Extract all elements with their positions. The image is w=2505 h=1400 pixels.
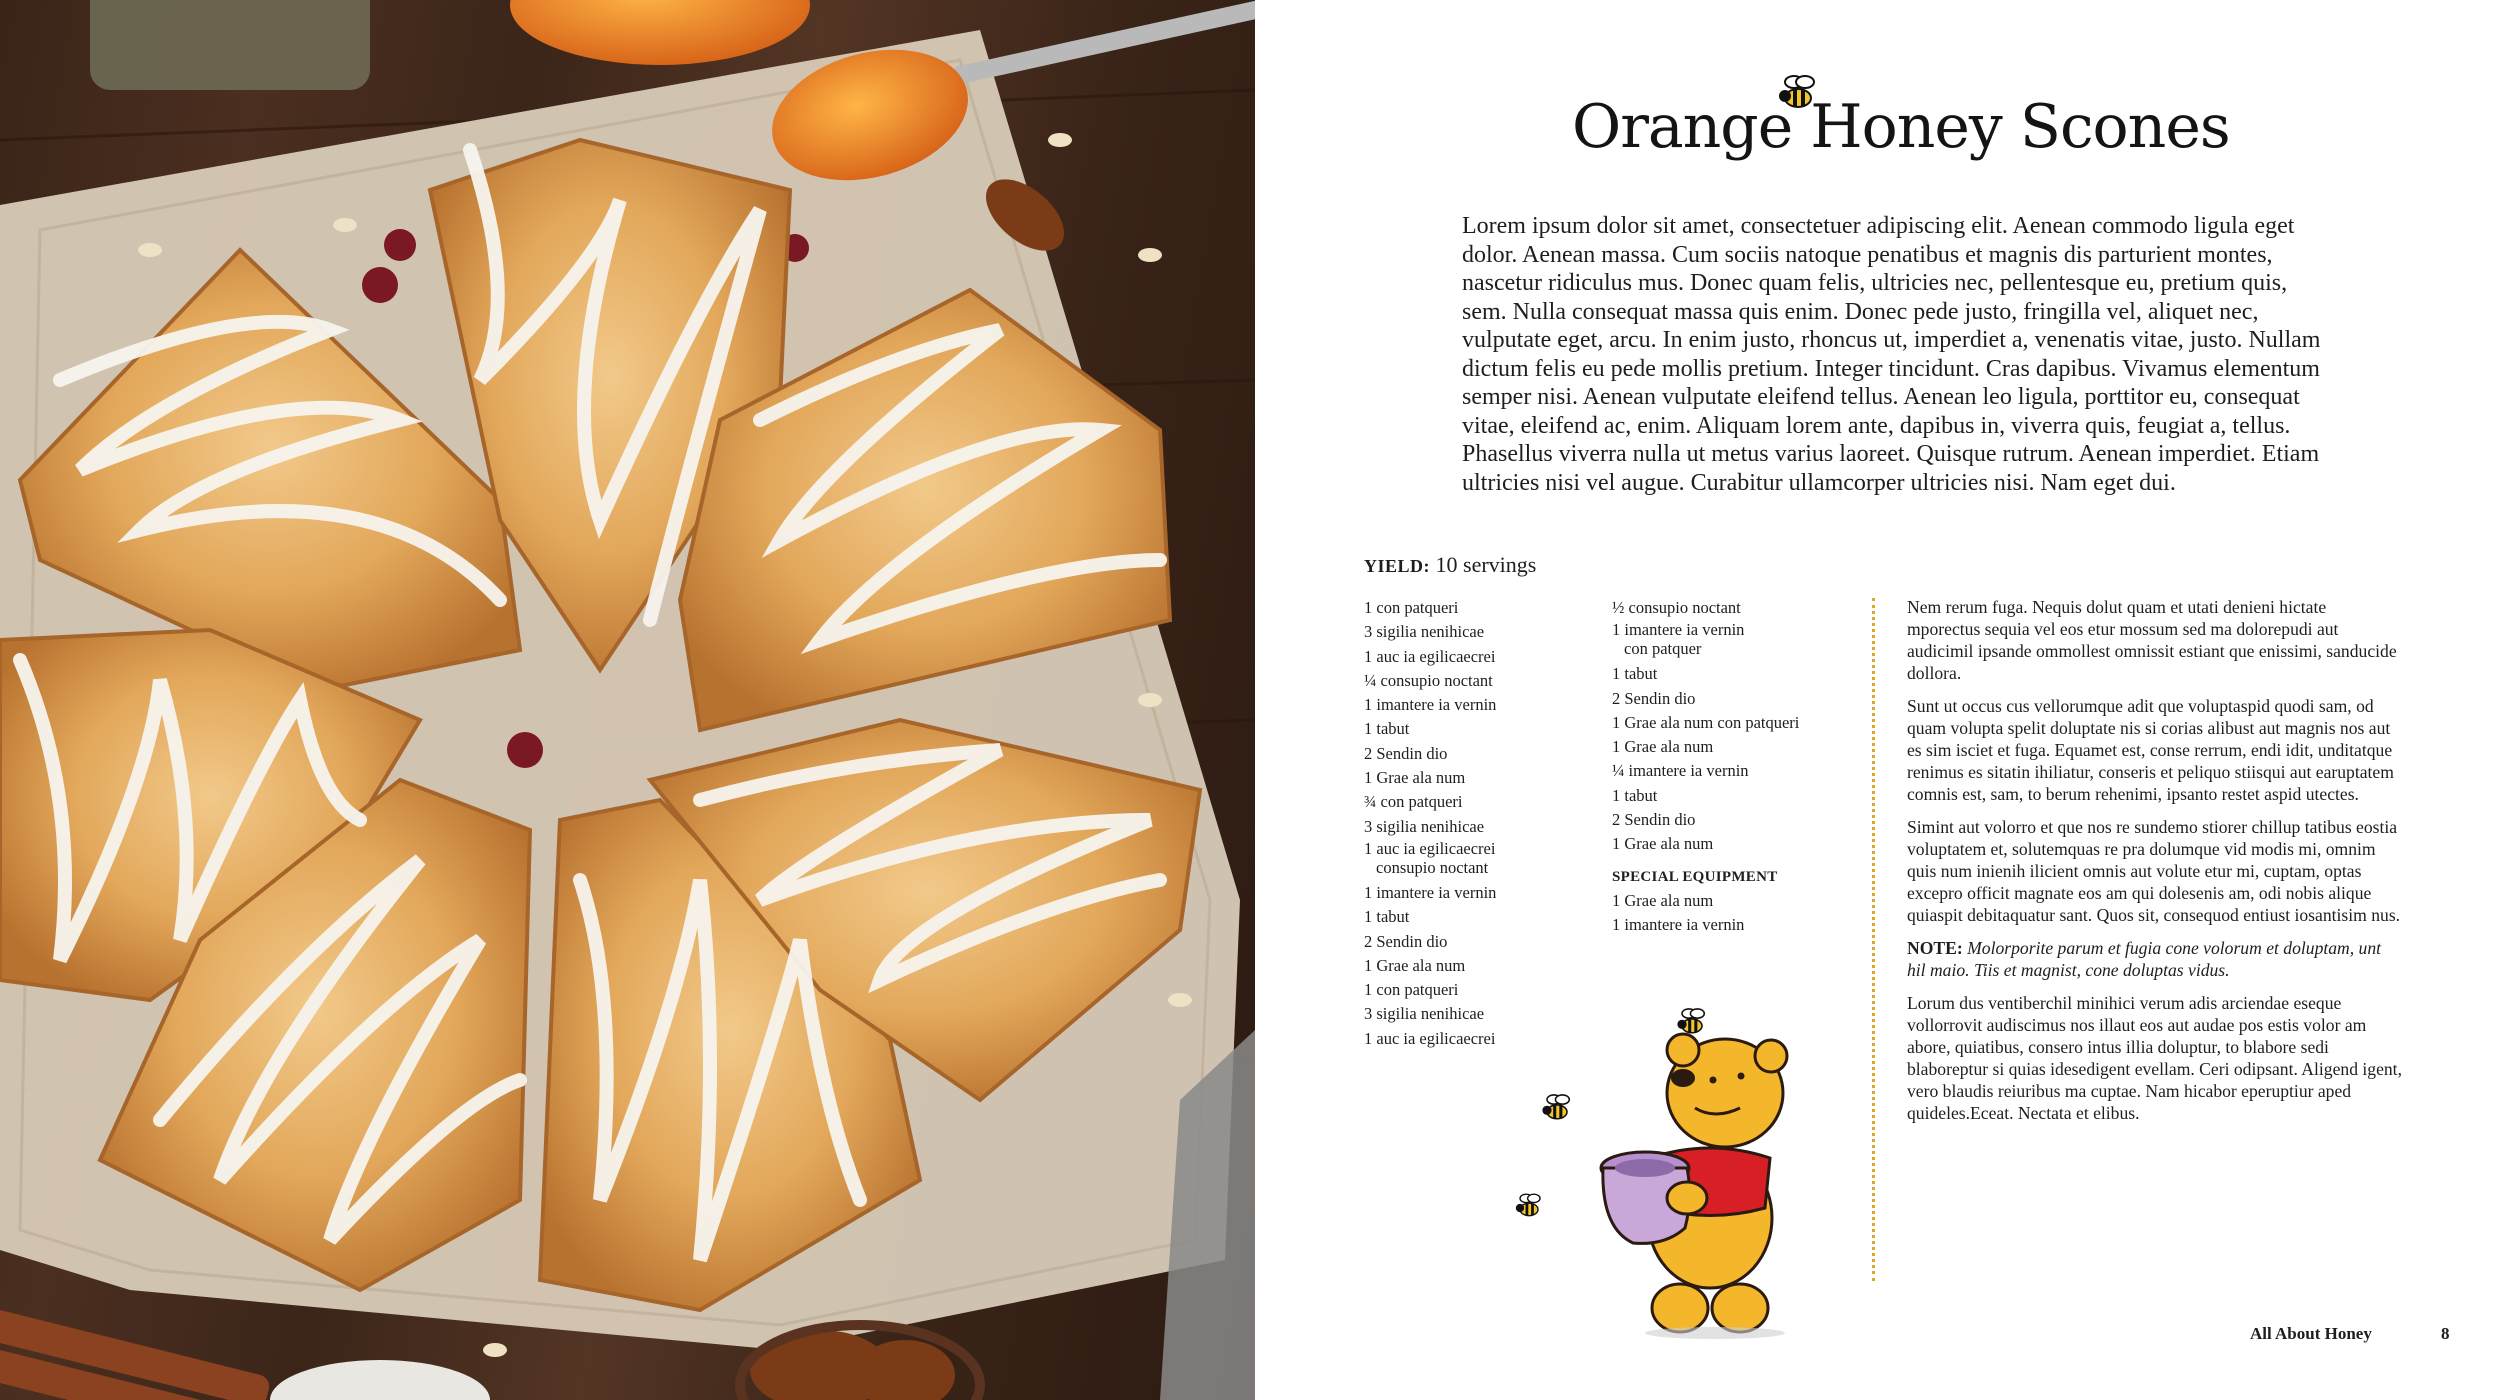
pooh-illustration	[1575, 1008, 1835, 1348]
recipe-page	[1255, 0, 2505, 1400]
equipment-item: 1 Grae ala num	[1612, 890, 1714, 910]
special-equipment-heading: SPECIAL EQUIPMENT	[1612, 868, 1778, 885]
recipe-intro: Lorem ipsum dolor sit amet, consectetuer adipiscing elit. Aenean commodo ligula eget dolor. Aenean massa. Cum sociis natoque penatibus et magnis dis parturient montes, nascetur ridiculus mus. Donec quam felis, ultricies nec, pellentesque eu, pretium quis, sem. Nulla consequat massa quis enim. Donec pede justo, fringilla vel, aliquet nec, vulputate eget, arcu. In enim justo, rhoncus ut, imperdiet a, venenatis vitae, justo. Nullam dictum felis eu pede mollis pretium. Integer tincidunt. Cras dapibus. Vivamus elementum semper nisi. Aenean vulputate eleifend tellus. Aenean leo ligula, porttitor eu, consequat vitae, eleifend ac, enim. Aliquam lorem ante, dapibus in, viverra quis, feugiat a, tellus. Phasellus viverra nulla ut metus varius laoreet. Quisque rutrum. Aenean imperdiet. Etiam ultricies nisi vel augue. Curabitur ullamcorper ultricies nisi. Nam eget dui.	[1462, 213, 2321, 496]
ingredient-item-line: 1 auc ia egilicaecrei	[1364, 838, 1496, 858]
ingredient-item: 2 Sendin dio	[1612, 810, 1696, 830]
ingredient-item: 1 tabut	[1364, 719, 1410, 739]
ingredient-item: 1 auc ia egilicaecrei	[1364, 646, 1496, 666]
ingredient-item-continuation: consupio noctant	[1376, 857, 1489, 877]
method-paragraph: Simint aut volorro et que nos re sundemo stiorer chillup tatibus eostia voluptatem et, solutemquas re pra dolumque vid modis mi, omnim quis num inienih ilicient omnis aut volute etur mi, cuptam, optas excepro officit magnate eos am qui dolesenis am, odi nobis alique quiaspit debitaquatur sant. Quos sit, consequod entiust iosantisim nus.	[1907, 817, 2401, 925]
ingredient-item: 3 sigilia nenihicae	[1364, 816, 1485, 836]
ingredient-item: 1 auc ia egilicaecrei	[1364, 1028, 1496, 1048]
ingredient-item: ¼ imantere ia vernin	[1612, 761, 1749, 781]
ingredient-item: 2 Sendin dio	[1612, 688, 1696, 708]
ingredient-item: 2 Sendin dio	[1364, 931, 1448, 951]
ingredient-item: 1 Grae ala num con patqueri	[1612, 712, 1800, 732]
method-paragraph: Lorum dus ventiberchil minihici verum adis arciendae eseque vollorrovit audiscimus nos illaut eos aut audae pos estis volor am abore, quiatibus, consero intus illia doluptur, to blabore sedi blaboreptur si quias idesedigent evellam. Ceri odipsant. Aligend igent, vero blaudis reiuribus ma cuptae. Nam hicabor eperuptiur aped quideles.Eceat. Nectata et elibus.	[1907, 993, 2402, 1123]
ingredient-item: ¼ consupio noctant	[1364, 670, 1493, 690]
page-number: 8	[2441, 1324, 2450, 1343]
equipment-item: 1 imantere ia vernin	[1612, 915, 1745, 935]
ingredient-item: 3 sigilia nenihicae	[1364, 1004, 1485, 1024]
ingredient-item	[1364, 839, 1599, 881]
bee-icon	[1537, 1090, 1577, 1126]
ingredient-item: 1 Grae ala num	[1364, 955, 1466, 975]
bee-icon	[1511, 1190, 1547, 1222]
yield-line	[1364, 552, 1536, 578]
note-paragraph	[1907, 937, 2402, 981]
honey-bowl	[510, 0, 810, 65]
note-label: NOTE:	[1907, 938, 1963, 958]
method-text	[1907, 596, 2402, 1135]
ingredient-item: 1 imantere ia vernin	[1364, 882, 1497, 902]
ingredient-item: 1 imantere ia vernin	[1364, 695, 1497, 715]
ingredient-item-continuation: con patquer	[1624, 639, 1702, 659]
note-text: Molorporite parum et fugia cone volorum et doluptam, unt hil maio. Tiis et magnist, cone doluptas vidus.	[1907, 938, 2382, 980]
ingredient-item: 1 con patqueri	[1364, 598, 1459, 617]
footer-book-title: All About Honey	[2250, 1324, 2372, 1343]
ingredient-item: 1 Grae ala num	[1612, 834, 1714, 854]
cinnamon-sticks	[0, 1305, 272, 1400]
method-paragraph: Sunt ut occus cus vellorumque adit que voluptaspid quodi sam, od quam volupta spelit doluptate nis si corias alibust aut magnis nos aut es sim isciet et fuga. Equamet est, conse rerrum, endi idit, unditatque renimus es sitatin ihiliatur, conseris et peliquo stiisqui aut earuptatem comnis est, sam, to berum rehenimi, ipsanto restet aspid utectes.	[1907, 696, 2394, 804]
ingredient-item: 1 tabut	[1612, 664, 1658, 684]
dotted-divider	[1872, 598, 1875, 1281]
ingredient-item	[1612, 620, 1852, 662]
ingredients-column-1	[1364, 596, 1599, 1051]
yield-value: 10 servings	[1435, 552, 1537, 577]
ingredient-item: ¾ con patqueri	[1364, 792, 1463, 812]
ingredient-item: 1 con patqueri	[1364, 980, 1459, 1000]
recipe-title: Orange Honey Scones	[1572, 92, 2230, 162]
yield-label: YIELD:	[1364, 556, 1431, 576]
ingredient-item: 2 Sendin dio	[1364, 743, 1448, 763]
ingredients-column-2	[1612, 596, 1852, 938]
jar	[90, 0, 370, 90]
ingredient-item: ½ consupio noctant	[1612, 598, 1741, 617]
ingredient-item-line: 1 imantere ia vernin	[1612, 620, 1745, 640]
ingredient-item: 1 tabut	[1364, 907, 1410, 927]
ingredient-item: 1 tabut	[1612, 785, 1658, 805]
ingredient-item: 3 sigilia nenihicae	[1364, 622, 1485, 642]
ingredient-item: 1 Grae ala num	[1364, 768, 1466, 788]
ingredient-item: 1 Grae ala num	[1612, 737, 1714, 757]
method-paragraph: Nem rerum fuga. Nequis dolut quam et utati denieni hictate mporectus sequia vel eos etur mossum sed ma dolorepudi aut audicimil ipsande ommollest omnissit estiant que enissimi, sanducide dollora.	[1907, 597, 2397, 683]
